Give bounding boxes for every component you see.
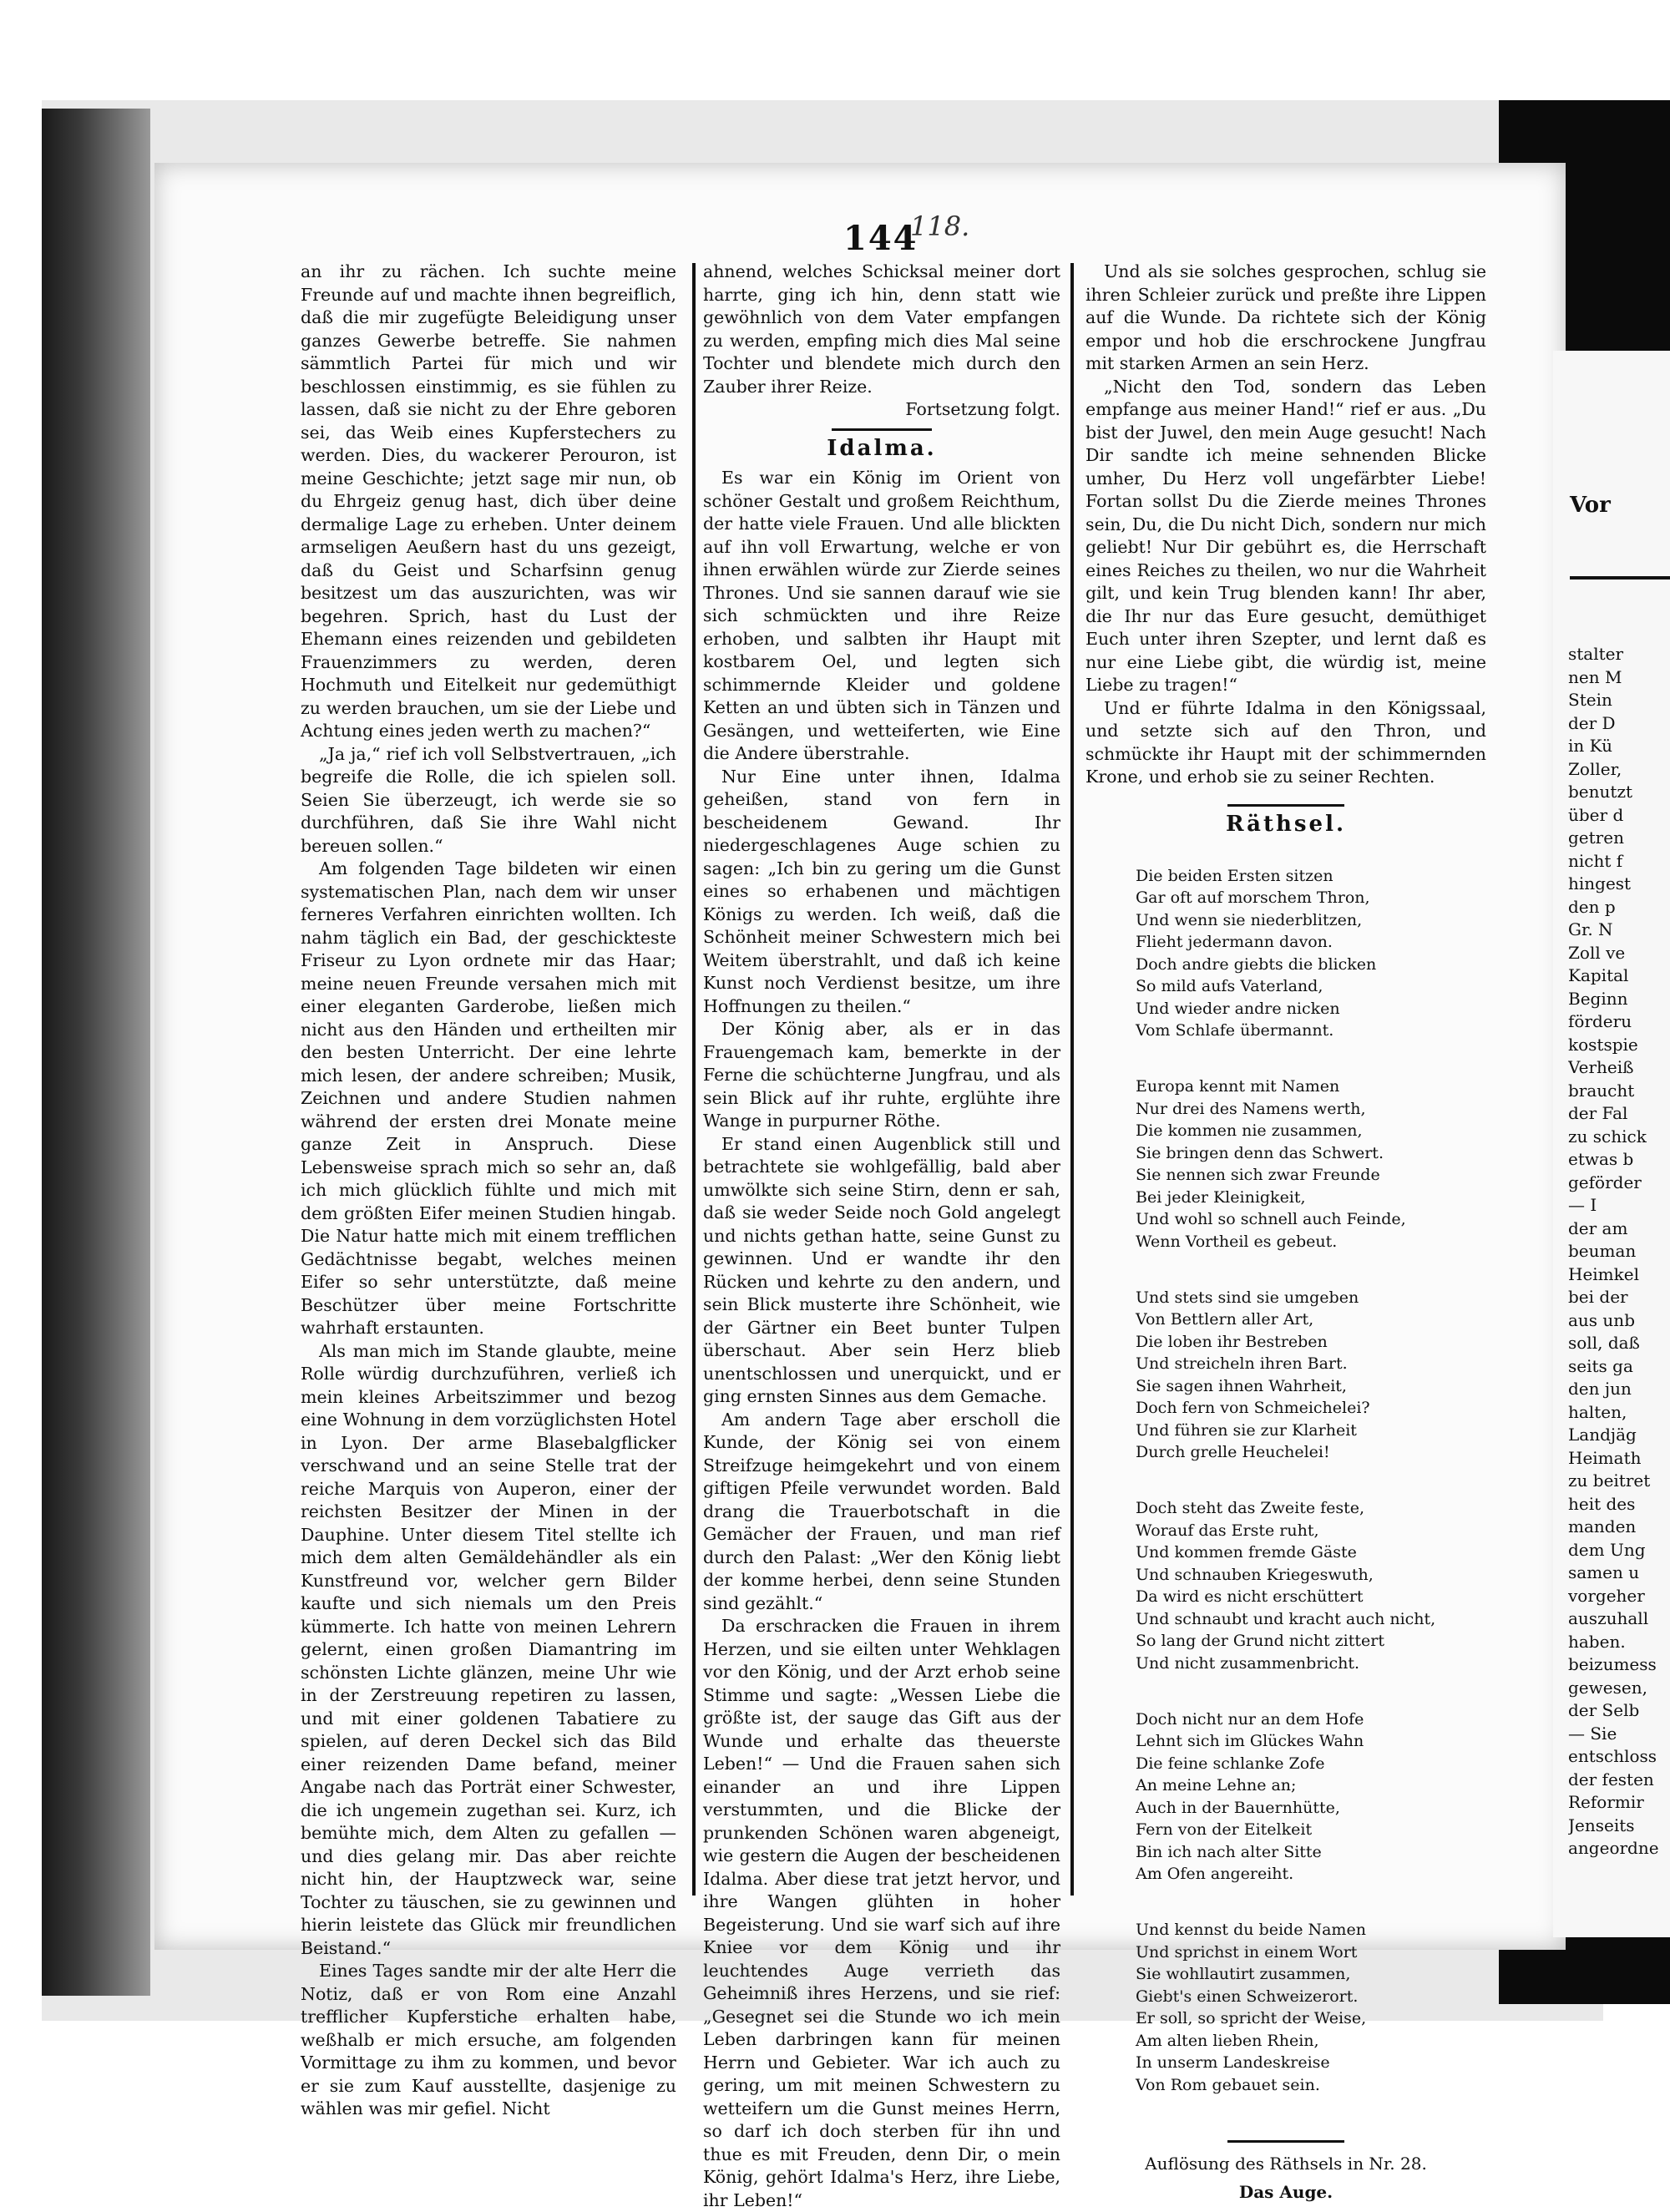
story-paragraph: Nur Eine unter ihnen, Idalma geheißen, stand von fern in bescheidenem Gewand. Ihr niedergeschlagenes Auge schien zu sagen: „Ich bin zu gering um die Gunst eines so erhabenen und mächtigen Königs zu werden. Ich weiß, daß die Schönheit meiner Schwestern mich bei Weitem überstrahlt, und daß ich keine Kunst noch Verdienst besitze, um ihre Hoffnungen zu theilen.“ xyxy=(703,766,1060,1016)
riddle-stanza: Und kennst du beide Namen Und sprichst in einem Wort Sie wohllautirt zusammen, Giebt's einen Schweizerort. Er soll, so spricht der Weise, Am alten lieben Rhein, In unserm Landeskreise Von Rom gebauet sein. xyxy=(1136,1921,1367,2094)
riddle-stanza: Europa kennt mit Namen Nur drei des Namens werth, Die kommen nie zusammen, Sie bringen denn das Schwert. Sie nennen sich zwar Freunde Bei jeder Kleinigkeit, Und wohl so schnell auch Feinde, Wenn Vortheil es gebeut. xyxy=(1136,1077,1406,1251)
col1-paragraph: Eines Tages sandte mir der alte Herr die Notiz, daß er von Rom eine Anzahl trefflicher Kupferstiche erhalten habe, weßhalb er mich ersuche, am folgenden Vormittage zu ihm zu kommen, und bevor er sie zum Kauf ausstellte, dasjenige zu wählen was mir gefiel. Nicht xyxy=(301,1961,676,2118)
page-number: 144 xyxy=(843,219,918,258)
col3-paragraph: „Nicht den Tod, sondern das Leben empfange aus meiner Hand!“ rief er aus. „Du bist der Juwel, den mein Auge gesucht! Nach Dir sandte ich meine sehnenden Blicke umher, Du Herz voll ungefärbter Liebe! Fortan sollst Du die Zierde meines Thrones sein, Du, die Du nicht Dich, sondern nur mich geliebt! Nur Dir gebührt es, die Herrschaft eines Reiches zu theilen, wo nur die Wahrheit gilt, und kein Trug blenden kann! Ihr aber, die Ihr nur das Eure gesucht, demüthiget Euch unter ihren Szepter, und lernt daß es nur eine Liebe gibt, die würdig ist, meine Liebe zu tragen!“ xyxy=(1086,376,1486,695)
section-divider xyxy=(1227,2140,1344,2143)
continuation-note: Fortsetzung folgt. xyxy=(905,399,1060,419)
section-divider xyxy=(1227,804,1344,807)
riddle-solution-answer: Das Auge. xyxy=(1238,2181,1333,2202)
riddle-stanza: Und stets sind sie umgeben Von Bettlern aller Art, Die loben ihr Bestreben Und streicheln ihren Bart. Sie sagen ihnen Wahrheit, Doch fern von Schmeichelei? Und führen sie zur Klarheit Durch grelle Heuchelei! xyxy=(1136,1288,1370,1461)
story-paragraph: Der König aber, als er in das Frauengemach kam, bemerkte in der Ferne die schüchterne Jungfrau, und als sein Blick auf ihr ruhte, erglühte ihre Wange in purpurner Röthe. xyxy=(703,1019,1060,1131)
riddle-stanza: Doch steht das Zweite feste, Worauf das Erste ruht, Und kommen fremde Gäste Und schnauben Kriegeswuth, Da wird es nicht erschüttert Und schnaubt und kracht auch nicht, So lang der Grund nicht zittert Und nicht zusammenbricht. xyxy=(1136,1499,1436,1673)
adjacent-page-rule xyxy=(1570,576,1670,580)
column-2 xyxy=(703,261,1060,2212)
col2-intro-paragraph: ahnend, welches Schicksal meiner dort harrte, ging ich hin, denn statt wie gewöhnlich von dem Vater empfangen zu werden, empfing mich dies Mal seine Tochter und blendete mich durch den Zauber ihrer Reize. xyxy=(703,261,1060,397)
story-paragraph: Er stand einen Augenblick still und betrachtete sie wohlgefällig, bald aber umwölkte sich seine Stirn, denn er sah, daß sie weder Seide noch Gold angelegt und nichts gethan hatte, seine Gunst zu gewinnen. Und er wandte ihr den Rücken und kehrte zu den andern, und sein Blick musterte ihre Schönheit, wie der Gärtner ein Beet bunter Tulpen überschaut. Aber sein Herz blieb unentschlossen und unerquickt, und er ging ernsten Sinnes aus dem Gemache. xyxy=(703,1133,1060,1406)
riddle-poem xyxy=(1086,843,1486,2130)
column-1 xyxy=(301,261,676,2121)
story-paragraph: Es war ein König im Orient von schöner Gestalt und großem Reichthum, der hatte viele Frauen. Und alle blickten auf ihn voll Erwartung, welche er von ihnen erwählen würde zur Zierde seines Thrones. Und sie sannen darauf wie sie sich schmückten und ihre Reize erhoben, und salbten ihr Haupt mit kostbarem Oel, und legten sich schimmernde Kleider und goldene Ketten an und übten sich in Tänzen und Gesängen, und wetteiferten, wie Eine die Andere überstrahle. xyxy=(703,468,1060,763)
story-paragraph: Da erschracken die Frauen in ihrem Herzen, und sie eilten unter Wehklagen vor den König, und der Arzt erhob seine Stimme und sagte: „Wessen Liebe die größte ist, der sauge das Gift aus der Wunde und erhalte das theuerste Leben!“ — Und die Frauen sahen sich einander an und ihre Lippen verstummten, und die Blicke der prunkenden Schönen waren abgeneigt, wie gestern die Augen der bescheidenen Idalma. Aber diese trat jetzt hervor, und ihre Wangen glühten in hoher Begeisterung. Und sie warf sich auf ihre Kniee vor dem König und ihr leuchtendes Auge verrieth das Geheimniß ihres Herzens, und sie rief: „Gesegnet sei die Stunde wo ich mein Leben darbringen kann für meinen Herrn und Gebieter. War ich auch zu gering, um mit meinen Schwestern zu wetteifern um die Gunst meines Herrn, so darf ich doch sterben für ihn und thue es mit Freuden, denn Dir, o mein König, gehört Idalma's Herz, ihre Liebe, ihr Leben!“ xyxy=(703,1616,1060,2210)
adjacent-page-text: stalter nen M Stein der D in Kü Zoller, benutzt über d getren nicht f hingest den p Gr. N Zoll ve Kapital Beginn förderu kostspie Verheiß braucht der Fal zu schick etwas b geförder — I der am beuman Heimkel bei der aus unb soll, daß seits ga den jun halten, Landjäg Heimath zu beitret heit des manden dem Ung samen u vorgeher auszuhall haben. beizumess gewesen, der Selb — Sie entschloss der festen Reformir Jenseits angeordne xyxy=(1568,644,1659,1858)
riddle-solution-label: Auflösung des Räthsels in Nr. 28. xyxy=(1145,2153,1427,2174)
col1-paragraph: Als man mich im Stande glaubte, meine Rolle würdig durchzuführen, verließ ich mein kleines Arbeitszimmer und bezog eine Wohnung in dem vorzüglichsten Hotel in Lyon. Der arme Blasebalgflicker verschwand und an seine Stelle trat der reiche Marquis von Auperon, einer der reichsten Besitzer der Minen in der Dauphine. Unter diesem Titel stellte ich mich dem alten Gemäldehändler als ein Kunstfreund vor, welcher gern Bilder kaufte und sich niemals um den Preis kümmerte. Ich hatte von meinen Lehrern gelernt, einen großen Diamantring im schönsten Lichte glänzen, meine Uhr wie in der Zerstreuung repetiren zu lassen, und mit einer goldenen Tabatiere zu spielen, auf deren Deckel sich das Bild einer reizenden Dame befand, meiner Angabe nach das Porträt einer Schwester, die ich ungemein zugethan sei. Kurz, ich bemühte mich, dem Alten zu gefallen — und dies gelang mir. Das aber reichte nicht hin, der Hauptzweck war, seine Tochter zu täuschen, sie zu gewinnen und hierin leistete das Glück mir freundlichen Beistand.“ xyxy=(301,1340,676,1958)
handwritten-page-note: 118. xyxy=(910,210,970,242)
col1-paragraph: an ihr zu rächen. Ich suchte meine Freunde auf und machte ihnen begreiflich, daß die mir zugefügte Beleidigung unser ganzes Gewerbe betreffe. Sie nahmen sämmtlich Partei für mich und wir beschlossen einstimmig, es sie fühlen zu lassen, daß sie nicht zu der Ehre geboren sei, das Weib eines Kupferstechers zu werden. Dies, du wackerer Perouron, ist meine Geschichte; jetzt sage mir nun, ob du Ehrgeiz genug hast, dich über deine dermalige Lage zu erheben. Unter deinem armseligen Aeußern hast du uns gezeigt, daß du Geist und Scharfsinn genug besitzest um das auszurichten, was wir begehren. Sprich, hast du Lust der Ehemann eines reizenden und gebildeten Frauenzimmers zu werden, deren Hochmuth und Eitelkeit nur gedemüthigt zu werden brauchen, um sie der Liebe und Achtung eines jeden werth zu machen?“ xyxy=(301,261,676,741)
riddle-stanza: Doch nicht nur an dem Hofe Lehnt sich im Glückes Wahn Die feine schlanke Zofe An meine Lehne an; Auch in der Bauernhütte, Fern von der Eitelkeit Bin ich nach alter Sitte Am Ofen angereiht. xyxy=(1136,1709,1364,1883)
riddle-title: Räthsel. xyxy=(1225,811,1347,837)
col3-paragraph: Und als sie solches gesprochen, schlug sie ihren Schleier zurück und preßte ihre Lippen auf die Wunde. Da richtete sich der König empor und hob die erschrockene Jungfrau mit starken Armen an sein Herz. xyxy=(1086,261,1486,373)
col1-paragraph: Am folgenden Tage bildeten wir einen systematischen Plan, nach dem wir unser ferneres Verfahren einrichten wollten. Ich nahm täglich ein Bad, der geschickteste Friseur zu Lyon ordnete mir das Haar; meine neuen Freunde versahen mich mit einer eleganten Garderobe, ließen mich nicht aus den Händen und ertheilten mir den besten Unterricht. Der eine lehrte mich lesen, der andere schreiben; Musik, Zeichnen und andere Studien nahmen während der ersten drei Monate meine ganze Zeit in Anspruch. Diese Lebensweise sprach mich so sehr an, daß ich mich glücklich fühlte und mich mit dem größten Eifer meinen Studien hingab. Die Natur hatte mich mit einem trefflichen Gedächtnisse begabt, welches meinen Eifer so sehr unterstützte, daß meine Beschützer über meine Fortschritte wahrhaft erstaunten. xyxy=(301,858,676,1338)
adjacent-page-header: Vor xyxy=(1570,493,1611,518)
column-rule-left xyxy=(692,263,696,1896)
book-spine-shadow xyxy=(42,109,150,1996)
section-divider xyxy=(832,428,932,431)
story-paragraph: Am andern Tage aber erscholl die Kunde, der König sei von einem Streifzuge heimgekehrt und von einem giftigen Pfeile verwundet worden. Bald drang die Trauerbotschaft in die Gemächer der Frauen, und man rief durch den Palast: „Wer den König liebt der komme herbei, denn seine Stunden sind gezählt.“ xyxy=(703,1409,1060,1613)
col1-paragraph: „Ja ja,“ rief ich voll Selbstvertrauen, „ich begreife die Rolle, die ich spielen soll. Seien Sie überzeugt, ich werde sie so durchführen, daß Sie ihre Wahl nicht bereuen sollen.“ xyxy=(301,743,676,856)
column-3 xyxy=(1086,261,1486,2206)
story-title: Idalma. xyxy=(827,435,937,461)
column-rule-right xyxy=(1070,263,1074,1896)
col3-paragraph: Und er führte Idalma in den Königssaal, und setzte sich auf den Thron, und schmückte ihr Haupt mit der schimmernden Krone, und erhob sie zu seiner Rechten. xyxy=(1086,697,1486,787)
riddle-stanza: Die beiden Ersten sitzen Gar oft auf morschem Thron, Und wenn sie niederblitzen, Flieht jedermann davon. Doch andre giebts die blicken So mild aufs Vaterland, Und wieder andre nicken Vom Schlafe übermannt. xyxy=(1136,866,1377,1040)
